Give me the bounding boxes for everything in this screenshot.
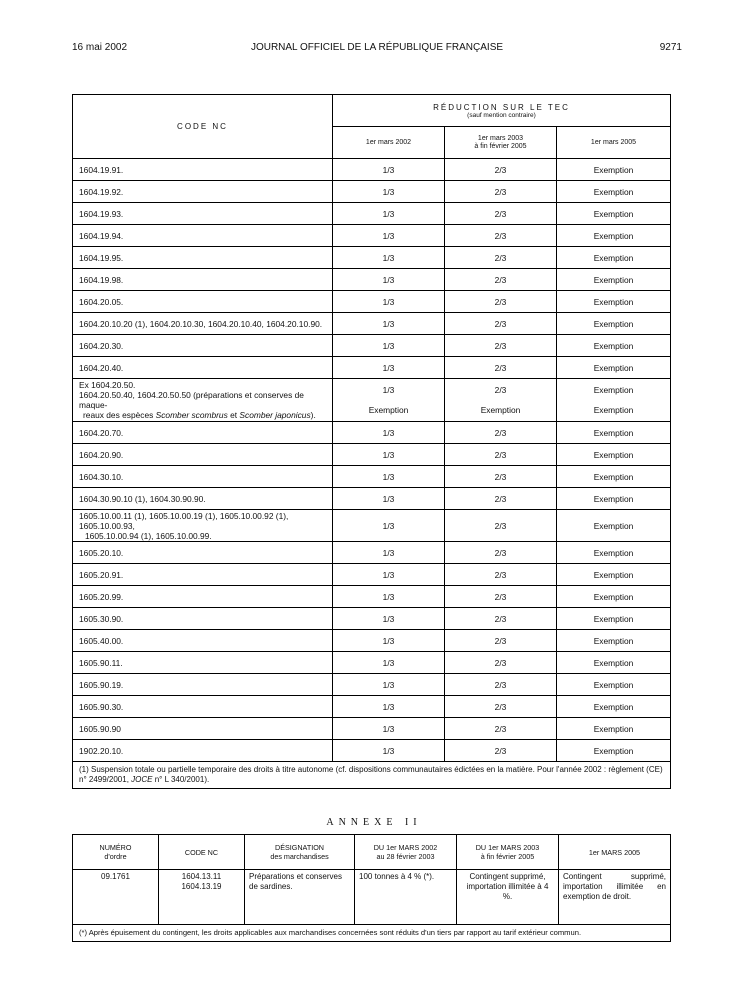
table-row bbox=[73, 422, 671, 444]
value-2003: 2/3 bbox=[445, 444, 557, 466]
code-cell: 1604.20.90. bbox=[73, 444, 333, 466]
value-2003: 2/3 bbox=[445, 542, 557, 564]
value-2005: Exemption bbox=[557, 608, 671, 630]
value-2002: 1/3 bbox=[333, 696, 445, 718]
code-l3c: et bbox=[227, 410, 240, 420]
value-2002 bbox=[333, 379, 445, 422]
table-row bbox=[73, 674, 671, 696]
value-2002: 1/3 bbox=[333, 586, 445, 608]
code-cell: 1605.90.90 bbox=[73, 718, 333, 740]
value-2005: Exemption bbox=[557, 225, 671, 247]
table-row bbox=[73, 181, 671, 203]
code-cell: 1605.30.90. bbox=[73, 608, 333, 630]
header-code-nc: CODE NC bbox=[73, 95, 333, 159]
code-cell bbox=[73, 510, 333, 542]
value-2005: Exemption bbox=[557, 542, 671, 564]
code-cell bbox=[73, 379, 333, 422]
value-2003: 2/3 bbox=[445, 159, 557, 181]
value-2005-a: Exemption bbox=[593, 385, 634, 395]
period-2003-line1: 1er mars 2003 bbox=[477, 134, 524, 142]
value-2002: 1/3 bbox=[333, 422, 445, 444]
table-row bbox=[73, 203, 671, 225]
footnote-text-a: (1) Suspension totale ou partielle temporaire des droits à titre autonome (cf. dispositions communautaires édictées en la matière. Pour l'année 2002 : règlement (CE) n° 2499/2001, bbox=[79, 765, 663, 784]
value-2003 bbox=[445, 379, 557, 422]
value-2002: 1/3 bbox=[333, 159, 445, 181]
code-cell: 1605.20.99. bbox=[73, 586, 333, 608]
code-cell: 1605.40.00. bbox=[73, 630, 333, 652]
value-2002: 1/3 bbox=[333, 740, 445, 762]
value-2003: 2/3 bbox=[445, 203, 557, 225]
code-cell: 1604.20.10.20 (1), 1604.20.10.30, 1604.20.10.40, 1604.20.10.90. bbox=[73, 313, 333, 335]
value-2002-b: Exemption bbox=[368, 405, 409, 415]
value-2002: 1/3 bbox=[333, 466, 445, 488]
header-numero-l1: NUMÉRO bbox=[99, 843, 132, 852]
code-cell: 1604.20.30. bbox=[73, 335, 333, 357]
code-cell: 1605.20.91. bbox=[73, 564, 333, 586]
table-row bbox=[73, 718, 671, 740]
code-line-1: Ex 1604.20.50. bbox=[79, 380, 136, 390]
value-2002: 1/3 bbox=[333, 291, 445, 313]
table-row bbox=[73, 444, 671, 466]
tariff-rows bbox=[73, 159, 671, 762]
value-2005: Exemption bbox=[557, 510, 671, 542]
code-cell: 1605.90.11. bbox=[73, 652, 333, 674]
code-cell: 1902.20.10. bbox=[73, 740, 333, 762]
table-row bbox=[73, 247, 671, 269]
table-row bbox=[73, 586, 671, 608]
table-row bbox=[73, 608, 671, 630]
value-2005: Exemption bbox=[557, 488, 671, 510]
value-2005: Exemption bbox=[557, 357, 671, 379]
value-2005: Exemption bbox=[557, 718, 671, 740]
value-2005: Exemption bbox=[557, 586, 671, 608]
value-2002: 1/3 bbox=[333, 564, 445, 586]
code-cell: 1604.19.91. bbox=[73, 159, 333, 181]
value-2005: Exemption bbox=[557, 291, 671, 313]
value-2003: 2/3 bbox=[445, 608, 557, 630]
annexe-ii-table bbox=[72, 834, 671, 942]
header-reduction-group bbox=[333, 95, 671, 127]
value-2003: 2/3 bbox=[445, 740, 557, 762]
code-cell: 1604.19.95. bbox=[73, 247, 333, 269]
value-2002: 1/3 bbox=[333, 718, 445, 740]
code-cell: 1605.20.10. bbox=[73, 542, 333, 564]
value-2002-a: 1/3 bbox=[382, 385, 395, 395]
period3-cell: Contingent supprimé, importation illimitée en exemption de droit. bbox=[559, 870, 671, 925]
value-2003-b: Exemption bbox=[480, 405, 521, 415]
value-2005: Exemption bbox=[557, 564, 671, 586]
table-row bbox=[73, 630, 671, 652]
code-1: 1604.13.11 bbox=[181, 872, 222, 881]
value-2005: Exemption bbox=[557, 269, 671, 291]
value-2005: Exemption bbox=[557, 335, 671, 357]
value-2005: Exemption bbox=[557, 203, 671, 225]
table-row bbox=[73, 313, 671, 335]
journal-title: JOURNAL OFFICIEL DE LA RÉPUBLIQUE FRANÇAISE bbox=[250, 42, 504, 53]
value-2003: 2/3 bbox=[445, 696, 557, 718]
header-period-2002: 1er mars 2002 bbox=[333, 127, 445, 159]
header-du-2002 bbox=[355, 835, 457, 870]
value-2002: 1/3 bbox=[333, 181, 445, 203]
code-cell: 1605.90.30. bbox=[73, 696, 333, 718]
value-2002: 1/3 bbox=[333, 444, 445, 466]
code-cell: 1604.19.92. bbox=[73, 181, 333, 203]
value-2005 bbox=[557, 379, 671, 422]
table-row bbox=[73, 740, 671, 762]
period-2003-line2: à fin février 2005 bbox=[474, 142, 527, 150]
value-2002: 1/3 bbox=[333, 488, 445, 510]
header-code-nc-2: CODE NC bbox=[159, 835, 245, 870]
page-number: 9271 bbox=[659, 42, 682, 53]
value-2002: 1/3 bbox=[333, 630, 445, 652]
value-2003: 2/3 bbox=[445, 488, 557, 510]
species-2: Scomber japonicus bbox=[239, 410, 311, 420]
value-2005: Exemption bbox=[557, 630, 671, 652]
value-2002: 1/3 bbox=[333, 608, 445, 630]
header-period-2003 bbox=[445, 127, 557, 159]
code-l3e: ). bbox=[310, 410, 316, 420]
header-designation bbox=[245, 835, 355, 870]
value-2003: 2/3 bbox=[445, 510, 557, 542]
code-cell: 1604.30.90.10 (1), 1604.30.90.90. bbox=[73, 488, 333, 510]
value-2005: Exemption bbox=[557, 247, 671, 269]
value-2002: 1/3 bbox=[333, 652, 445, 674]
code-cell bbox=[159, 870, 245, 925]
header-numero bbox=[73, 835, 159, 870]
code-l3a: reaux des espèces bbox=[83, 410, 156, 420]
value-2003: 2/3 bbox=[445, 674, 557, 696]
value-2002: 1/3 bbox=[333, 674, 445, 696]
page-header bbox=[72, 42, 682, 56]
value-2005: Exemption bbox=[557, 181, 671, 203]
code-line-2: 1605.10.00.94 (1), 1605.10.00.99. bbox=[85, 530, 212, 541]
value-2003: 2/3 bbox=[445, 652, 557, 674]
designation-cell: Préparations et conserves de sardines. bbox=[245, 870, 355, 925]
table-row bbox=[73, 379, 671, 422]
header-du-2003-l1: DU 1er MARS 2003 bbox=[475, 843, 540, 852]
code-line-2: 1604.20.50.40, 1604.20.50.50 (préparations et conserves de maque- bbox=[79, 390, 304, 410]
value-2002: 1/3 bbox=[333, 225, 445, 247]
value-2002: 1/3 bbox=[333, 269, 445, 291]
value-2003-a: 2/3 bbox=[494, 385, 507, 395]
header-du-2003-l2: à fin février 2005 bbox=[480, 852, 535, 861]
header-mars-2005: 1er MARS 2005 bbox=[559, 835, 671, 870]
code-cell: 1605.90.19. bbox=[73, 674, 333, 696]
value-2003: 2/3 bbox=[445, 564, 557, 586]
table-row bbox=[73, 466, 671, 488]
annexe-title: ANNEXE II bbox=[326, 817, 422, 828]
footnote-text-c: n° L 340/2001). bbox=[152, 775, 210, 784]
value-2003: 2/3 bbox=[445, 466, 557, 488]
table2-footnote: (*) Après épuisement du contingent, les droits applicables aux marchandises concernées sont réduits d'un tiers par rapport au tarif extérieur commun. bbox=[73, 925, 671, 942]
header-period-2005: 1er mars 2005 bbox=[557, 127, 671, 159]
value-2003: 2/3 bbox=[445, 630, 557, 652]
value-2002: 1/3 bbox=[333, 510, 445, 542]
period1-cell: 100 tonnes à 4 % (*). bbox=[355, 870, 457, 925]
table-row bbox=[73, 225, 671, 247]
value-2002: 1/3 bbox=[333, 542, 445, 564]
period2-cell: Contingent supprimé, importation illimitée à 4 %. bbox=[457, 870, 559, 925]
code-cell: 1604.19.93. bbox=[73, 203, 333, 225]
value-2003: 2/3 bbox=[445, 357, 557, 379]
numero-cell: 09.1761 bbox=[73, 870, 159, 925]
table-row bbox=[73, 291, 671, 313]
header-du-2003 bbox=[457, 835, 559, 870]
value-2005: Exemption bbox=[557, 159, 671, 181]
issue-date: 16 mai 2002 bbox=[72, 42, 128, 53]
code-cell: 1604.20.40. bbox=[73, 357, 333, 379]
header-du-2002-l1: DU 1er MARS 2002 bbox=[373, 843, 438, 852]
value-2003: 2/3 bbox=[445, 291, 557, 313]
table-row bbox=[73, 510, 671, 542]
reduction-subtitle: (sauf mention contraire) bbox=[467, 111, 536, 119]
value-2003: 2/3 bbox=[445, 335, 557, 357]
table-row bbox=[73, 159, 671, 181]
value-2005: Exemption bbox=[557, 740, 671, 762]
value-2005: Exemption bbox=[557, 444, 671, 466]
table-row bbox=[73, 696, 671, 718]
code-cell: 1604.30.10. bbox=[73, 466, 333, 488]
code-cell: 1604.20.70. bbox=[73, 422, 333, 444]
value-2002: 1/3 bbox=[333, 203, 445, 225]
value-2003: 2/3 bbox=[445, 422, 557, 444]
value-2005: Exemption bbox=[557, 466, 671, 488]
value-2003: 2/3 bbox=[445, 247, 557, 269]
species-1: Scomber scombrus bbox=[155, 410, 228, 420]
table-row bbox=[73, 564, 671, 586]
tariff-reduction-table bbox=[72, 94, 671, 789]
code-line-3 bbox=[79, 410, 326, 420]
value-2002: 1/3 bbox=[333, 313, 445, 335]
table-row bbox=[73, 335, 671, 357]
header-numero-l2: d'ordre bbox=[104, 852, 127, 861]
value-2005: Exemption bbox=[557, 652, 671, 674]
table-row bbox=[73, 357, 671, 379]
value-2003: 2/3 bbox=[445, 181, 557, 203]
table1-footnote bbox=[73, 762, 671, 789]
value-2005: Exemption bbox=[557, 313, 671, 335]
value-2005-b: Exemption bbox=[593, 405, 634, 415]
value-2003: 2/3 bbox=[445, 269, 557, 291]
value-2003: 2/3 bbox=[445, 718, 557, 740]
value-2005: Exemption bbox=[557, 422, 671, 444]
footnote-text-joce: JOCE bbox=[131, 775, 153, 784]
table-row bbox=[73, 652, 671, 674]
code-2: 1604.13.19 bbox=[181, 882, 222, 891]
table-row bbox=[73, 269, 671, 291]
header-designation-l1: DÉSIGNATION bbox=[275, 843, 324, 852]
value-2005: Exemption bbox=[557, 696, 671, 718]
table-row bbox=[73, 542, 671, 564]
value-2002: 1/3 bbox=[333, 247, 445, 269]
value-2003: 2/3 bbox=[445, 225, 557, 247]
value-2002: 1/3 bbox=[333, 335, 445, 357]
value-2002: 1/3 bbox=[333, 357, 445, 379]
value-2003: 2/3 bbox=[445, 313, 557, 335]
value-2005: Exemption bbox=[557, 674, 671, 696]
code-cell: 1604.19.94. bbox=[73, 225, 333, 247]
code-cell: 1604.19.98. bbox=[73, 269, 333, 291]
code-cell: 1604.20.05. bbox=[73, 291, 333, 313]
code-line-1: 1605.10.00.11 (1), 1605.10.00.19 (1), 1605.10.00.92 (1), 1605.10.00.93, bbox=[79, 510, 289, 531]
header-designation-l2: des marchandises bbox=[270, 852, 329, 861]
table-row bbox=[73, 870, 671, 925]
value-2003: 2/3 bbox=[445, 586, 557, 608]
header-du-2002-l2: au 28 février 2003 bbox=[376, 852, 435, 861]
table-row bbox=[73, 488, 671, 510]
reduction-title: RÉDUCTION SUR LE TEC bbox=[433, 102, 570, 112]
